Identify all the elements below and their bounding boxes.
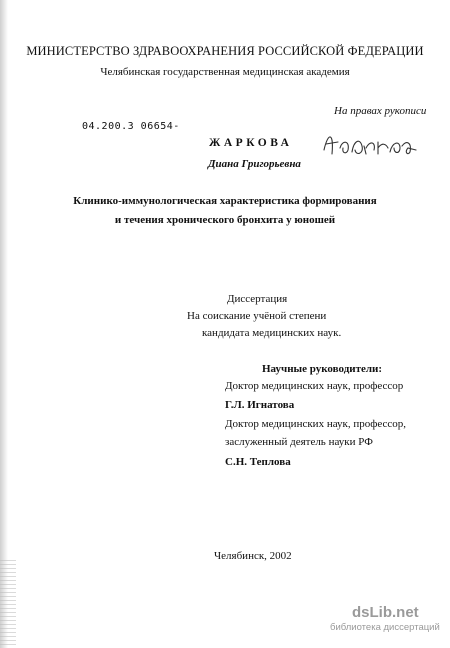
supervisor-2-title: Доктор медицинских наук, профессор, (225, 418, 407, 430)
city-year: Челябинск, 2002 (214, 550, 292, 562)
ministry-name: МИНИСТЕРСТВО ЗДРАВООХРАНЕНИЯ РОССИЙСКОЙ ФЕДЕРАЦИИ (26, 44, 424, 58)
thesis-title-line-2: и течения хронического бронхита у юношей (114, 214, 336, 226)
degree-line-2: кандидата медицинских наук. (202, 327, 342, 339)
inventory-number: 04.200.3 06654- (82, 121, 180, 132)
watermark-logo: dsLib.net (352, 604, 419, 621)
academy-name: Челябинская государственная медицинская академия (100, 66, 350, 78)
degree-line-1: На соискание учёной степени (187, 310, 327, 322)
author-signature (320, 126, 420, 164)
supervisor-2-name: С.Н. Теплова (225, 456, 291, 468)
author-surname: ЖАРКОВА (209, 137, 293, 149)
rights-notice: На правах рукописи (334, 105, 427, 117)
watermark-subtitle: библиотека диссертаций (330, 622, 440, 633)
scan-edge-noise (0, 560, 16, 648)
scan-edge-shadow (0, 0, 8, 648)
author-name: Диана Григорьевна (208, 158, 301, 170)
supervisor-1-title: Доктор медицинских наук, профессор (225, 380, 404, 392)
watermark (330, 604, 440, 633)
document-type: Диссертация (227, 293, 288, 305)
supervisor-1-name: Г.Л. Игнатова (225, 399, 295, 411)
supervisor-2-honor: заслуженный деятель науки РФ (225, 436, 373, 448)
supervisors-heading: Научные руководители: (262, 363, 383, 375)
thesis-title-line-1: Клинико-иммунологическая характеристика формирования (73, 195, 377, 207)
